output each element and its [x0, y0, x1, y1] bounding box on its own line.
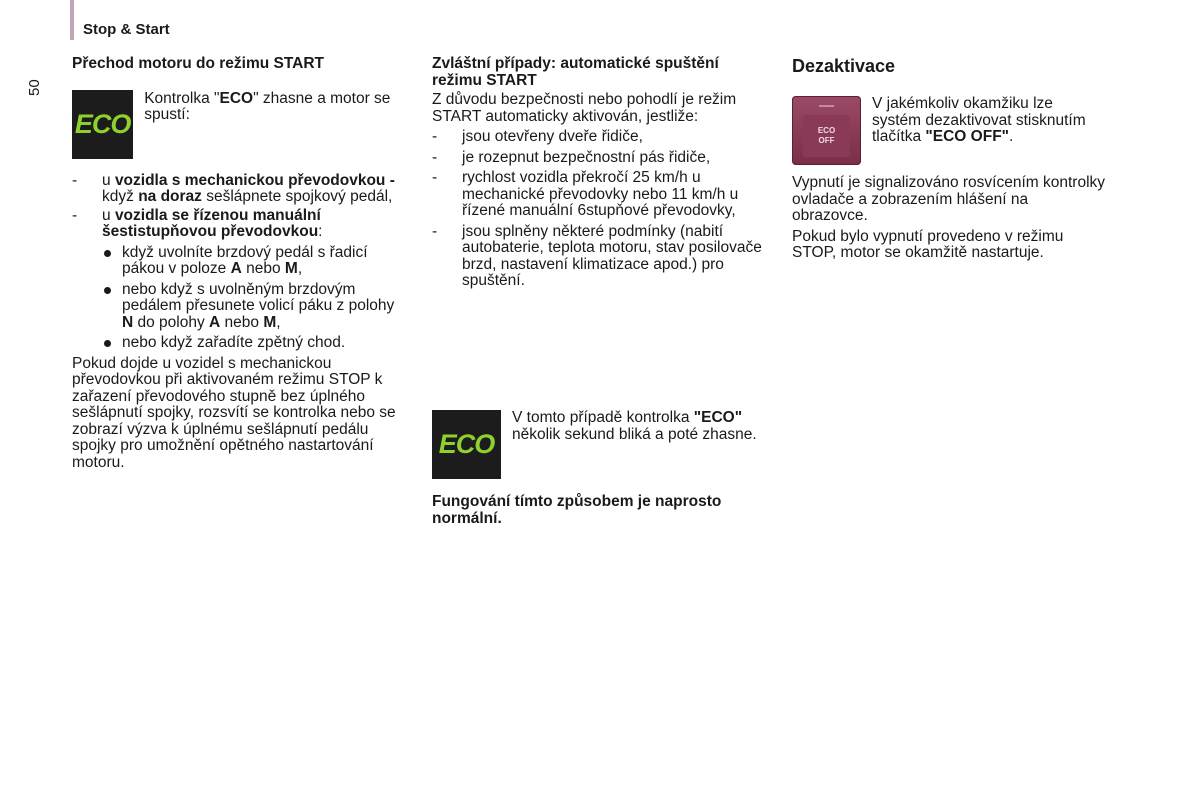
item1-post: sešlápnete spojkový pedál, [201, 188, 393, 205]
deact-pre: V jakémkoliv okamžiku lze systém dezaktivovat stisknutím tlačítka [872, 95, 1086, 145]
item2-pre: u [102, 206, 115, 224]
sub1-post: , [297, 260, 303, 277]
sub2-b3: M [263, 313, 277, 331]
sub2-post: , [276, 313, 281, 331]
eco-intro-row [72, 90, 407, 159]
eco-blink-text [512, 410, 772, 443]
list-item [72, 173, 407, 206]
deact-post: . [1009, 128, 1014, 145]
heading-deactivation: Dezaktivace [792, 56, 896, 76]
item2-post: : [318, 223, 323, 240]
sub2-b2: A [209, 313, 221, 331]
sublist-item [102, 282, 407, 332]
eco-off-button-face [803, 115, 850, 157]
eco-off-button-icon [792, 96, 861, 165]
item1-pre: u [102, 171, 115, 189]
heading-start-transition: Přechod motoru do režimu START [72, 55, 325, 72]
eco-blink-row [432, 410, 772, 479]
sub1-b1: A [230, 260, 242, 277]
column-deactivation [792, 56, 1107, 262]
list-item: - jsou splněny některé podmínky (nabití autobaterie, teplota motoru, stav posilovače brzd, nastavení klimatizace apod.) pro spuštění. [432, 224, 772, 290]
sublist-item: nebo když zařadíte zpětný chod. [102, 335, 407, 352]
list-item: - jsou otevřeny dveře řidiče, [432, 129, 772, 146]
start-conditions-list [72, 173, 407, 352]
section-title: Stop & Start [83, 21, 170, 38]
automated-gearbox-sublist [102, 245, 407, 352]
blink-pre: V tomto případě kontrolka [512, 409, 694, 426]
sub2-mid2: nebo [220, 313, 264, 331]
item1-bold2: na doraz [138, 188, 202, 205]
eco-intro-before: Kontrolka " [144, 89, 220, 107]
item1-bold1: vozidla s mechanickou převodovkou - [114, 171, 395, 189]
list-item [72, 208, 407, 352]
clutch-warning-paragraph: Pokud dojde u vozidel s mechanickou převodovkou při aktivovaném režimu STOP k zařazení převodového stupně bez úplného sešlápnutí spojky, rozsvítí se kontrolka nebo se zobrazí výzva k úplnému sešlápnutí pedálu spojky pro umožnění opětného nastartování motoru. [72, 354, 396, 471]
deact-bold: "ECO OFF" [925, 128, 1010, 145]
blink-bold: "ECO" [693, 409, 743, 426]
list-item: - rychlost vozidla překročí 25 km/h u mechanické převodovky nebo 11 km/h u řízené manuální 6stupňové převodovky, [432, 170, 772, 220]
sublist-item [102, 245, 407, 278]
heading-special-cases: Zvláštní případy: automatické spuštění režimu START [432, 55, 719, 89]
deactivation-signal-paragraph: Vypnutí je signalizováno rosvícením kontrolky ovladače a zobrazením hlášení na obrazovce. [792, 174, 1106, 224]
led-indicator [819, 105, 834, 107]
header-accent-bar [70, 0, 74, 40]
blink-post: několik sekund bliká a poté zhasne. [512, 425, 757, 443]
list-item: - je rozepnut bezpečnostní pás řidiče, [432, 150, 772, 167]
page-number: 50 [26, 79, 43, 96]
eco-intro-bold: ECO [219, 89, 254, 107]
eco-off-row [792, 96, 1107, 165]
normal-operation-note: Fungování tímto způsobem je naprosto normální. [432, 493, 722, 527]
deactivation-intro [872, 96, 1092, 146]
column-special-cases [432, 55, 772, 527]
sub2-pre: nebo když s uvolněným brzdovým pedálem přesunete volicí páku z polohy [122, 280, 395, 314]
special-cases-list [432, 129, 772, 290]
sub1-mid: nebo [241, 260, 285, 277]
special-cases-intro: Z důvodu bezpečnosti nebo pohodlí je režim START automaticky aktivován, jestliže: [432, 91, 737, 125]
eco-intro-text [144, 91, 407, 124]
sub2-b1: N [122, 313, 134, 331]
item1-mid: když [102, 188, 139, 205]
eco-off-label-eco: ECO [817, 125, 836, 135]
eco-indicator-icon: ECO [432, 410, 501, 479]
sub1-b2: M [284, 260, 298, 277]
eco-intro-after: " zhasne a motor se spustí: [144, 89, 391, 123]
item2-bold: vozidla se řízenou manuální šestistupňovou převodovkou [102, 206, 321, 240]
eco-off-label-off: OFF [818, 135, 835, 145]
sub2-mid1: do polohy [133, 313, 210, 331]
deactivation-stop-paragraph: Pokud bylo vypnutí provedeno v režimu STOP, motor se okamžitě nastartuje. [792, 227, 1064, 261]
sub1-pre: když uvolníte brzdový pedál s řadicí pákou v poloze [122, 243, 368, 277]
eco-indicator-icon: ECO [72, 90, 133, 159]
column-start-transition [72, 56, 407, 471]
